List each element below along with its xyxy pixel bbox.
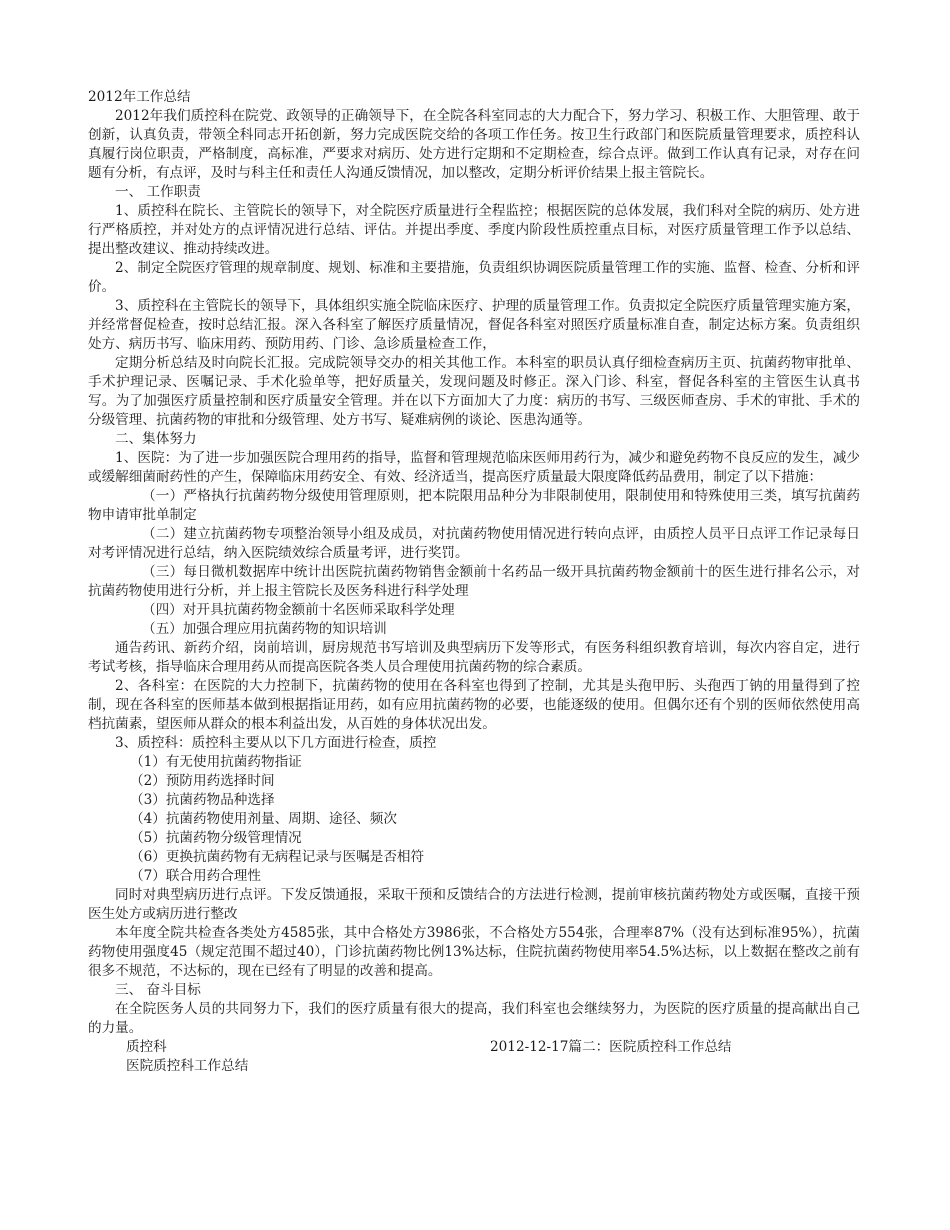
- check-item: （6）更换抗菌药物有无病程记录与医嘱是否相符: [130, 849, 425, 865]
- document-body: [88, 88, 860, 1076]
- check-item: （1）有无使用抗菌药物指证: [130, 754, 302, 770]
- measure-item: （五）加强合理应用抗菌药物的知识培训: [142, 621, 387, 637]
- review-paragraph: 同时对典型病历进行点评。下发反馈通报，采取干预和反馈结合的方法进行检测，提前审核抗菌药物处方或医嘱，直接干预医生处方或病历进行整改: [88, 887, 860, 922]
- check-item: （7）联合用药合理性: [130, 868, 261, 884]
- check-item: （5）抗菌药物分级管理情况: [130, 830, 302, 846]
- check-item: （3）抗菌药物品种选择: [130, 792, 275, 808]
- next-document-title: 医院质控科工作总结: [126, 1058, 249, 1074]
- measure-item: （四）对开具抗菌药物金额前十名医师采取科学处理: [142, 602, 455, 618]
- measure-item: （一）严格执行抗菌药物分级使用管理原则，把本院限用品种分为非限制使用，限制使用和特殊使用三类，填写抗菌药物申请审批单制定: [88, 488, 860, 523]
- measure-item: （三）每日微机数据库中统计出医院抗菌药物销售金额前十名药品一级开具抗菌药物金额前十的医生进行排名公示，对抗菌药物使用进行分析，并上报主管院长及医务科进行科学处理: [88, 564, 860, 599]
- training-paragraph: 通告药讯、新药介绍，岗前培训，厨房规范书写培训及典型病历下发等形式，有医务科组织教育培训，每次内容自定，进行考试考核，指导临床合理用药从而提高医院各类人员合理使用抗菌药物的综合素质。: [88, 640, 860, 675]
- qc-paragraph: 3、质控科：质控科主要从以下几方面进行检查，质控: [115, 735, 437, 751]
- hospital-paragraph: 1、医院：为了进一步加强医院合理用药的指导，监督和管理规范临床医师用药行为，减少和避免药物不良反应的发生，减少或缓解细菌耐药性的产生，保障临床用药安全、有效、经济适当，提高医疗质量最大限度降低药品费用，制定了以下措施：: [88, 450, 860, 485]
- department-signature: 质控科: [126, 1039, 167, 1055]
- signature-row: [88, 1038, 860, 1057]
- departments-paragraph: 2、各科室：在医院的大力控制下，抗菌药物的使用在各科室也得到了控制，尤其是头孢甲肟、头孢西丁钠的用量得到了控制，现在各科室的医师基本做到根据指证用药，如有应用抗菌药物的必要，也能逐级的使用。但偶尔还有个别的医师依然使用高档抗菌素，望医师从群众的根本利益出发，从百姓的身体状况出发。: [88, 678, 860, 732]
- check-item: （2）预防用药选择时间: [130, 773, 275, 789]
- statistics-paragraph: 本年度全院共检查各类处方4585张，其中合格处方3986张，不合格处方554张，合理率87%（没有达到标准95%），抗菌 药物使用强度45（规定范围不超过40），门诊抗菌药物比例13%达标，住院抗菌药物使用率54.5%达标，以上数据在整改之前有很多不规范，不达标的，现在已经有了明显的改善和提高。: [88, 925, 860, 979]
- document-title: 2012年工作总结: [88, 89, 191, 105]
- duty-paragraph-1: 1、质控科在院长、主管院长的领导下，对全院医疗质量进行全程监控；根据医院的总体发展，我们科对全院的病历、处方进行严格质控，并对处方的点评情况进行总结、评估。并提出季度、季度内阶段性质控重点目标，对医疗质量管理工作予以总结、提出整改建议、推动持续改进。: [88, 203, 860, 257]
- duty-paragraph-3: 3、质控科在主管院长的领导下，具体组织实施全院临床医疗、护理的质量管理工作。负责拟定全院医疗质量管理实施方案，并经常督促检查，按时总结汇报。深入各科室了解医疗质量情况，督促各科室对照医疗质量标准自查，制定达标方案。负责组织处方、病历书写、临床用药、预防用药、门诊、急诊质量检查工作，: [88, 298, 860, 352]
- measure-item: （二）建立抗菌药物专项整治领导小组及成员，对抗菌药物使用情况进行转向点评，由质控人员平日点评工作记录每日对考评情况进行总结，纳入医院绩效综合质量考评，进行奖罚。: [88, 526, 860, 561]
- duty-paragraph-4: 定期分析总结及时向院长汇报。完成院领导交办的相关其他工作。本科室的职员认真仔细检查病历主页、抗菌药物审批单、手术护理记录、医嘱记录、手术化验单等，把好质量关，发现问题及时修正。深入门诊、科室，督促各科室的主管医生认真书写。为了加强医疗质量控制和医疗质量安全管理。并在以下方面加大了力度：病历的书写、三级医师查房、手术的审批、手术的分级管理、抗菌药物的审批和分级管理、处方书写、疑难病例的谈论、医患沟通等。: [88, 355, 860, 428]
- check-item: （4）抗菌药物使用剂量、周期、途径、频次: [130, 811, 397, 827]
- date-and-next-heading: 2012-12-17篇二：医院质控科工作总结: [490, 1039, 732, 1055]
- section-heading-duties: 一、 工作职责: [115, 184, 201, 200]
- intro-paragraph: 2012年我们质控科在院党、政领导的正确领导下，在全院各科室同志的大力配合下，努力学习、积极工作、大胆管理、敢于创新，认真负责，带领全科同志开拓创新，努力完成医院交给的各项工作任务。按卫生行政部门和医院质量管理要求，质控科认真履行岗位职责，严格制度，高标准，严要求对病历、处方进行定期和不定期检查，综合点评。做到工作认真有记录，对存在问题有分析，有点评，及时与科主任和责任人沟通反馈情况，加以整改，定期分析评价结果上报主管院长。: [88, 108, 860, 181]
- goals-paragraph: 在全院医务人员的共同努力下，我们的医疗质量有很大的提高，我们科室也会继续努力，为医院的医疗质量的提高献出自己的力量。: [88, 1001, 860, 1036]
- section-heading-collective: 二、集体努力: [115, 431, 197, 447]
- section-heading-goals: 三、 奋斗目标: [115, 982, 201, 998]
- duty-paragraph-2: 2、制定全院医疗管理的规章制度、规划、标准和主要措施，负责组织协调医院质量管理工作的实施、监督、检查、分析和评价。: [88, 260, 860, 295]
